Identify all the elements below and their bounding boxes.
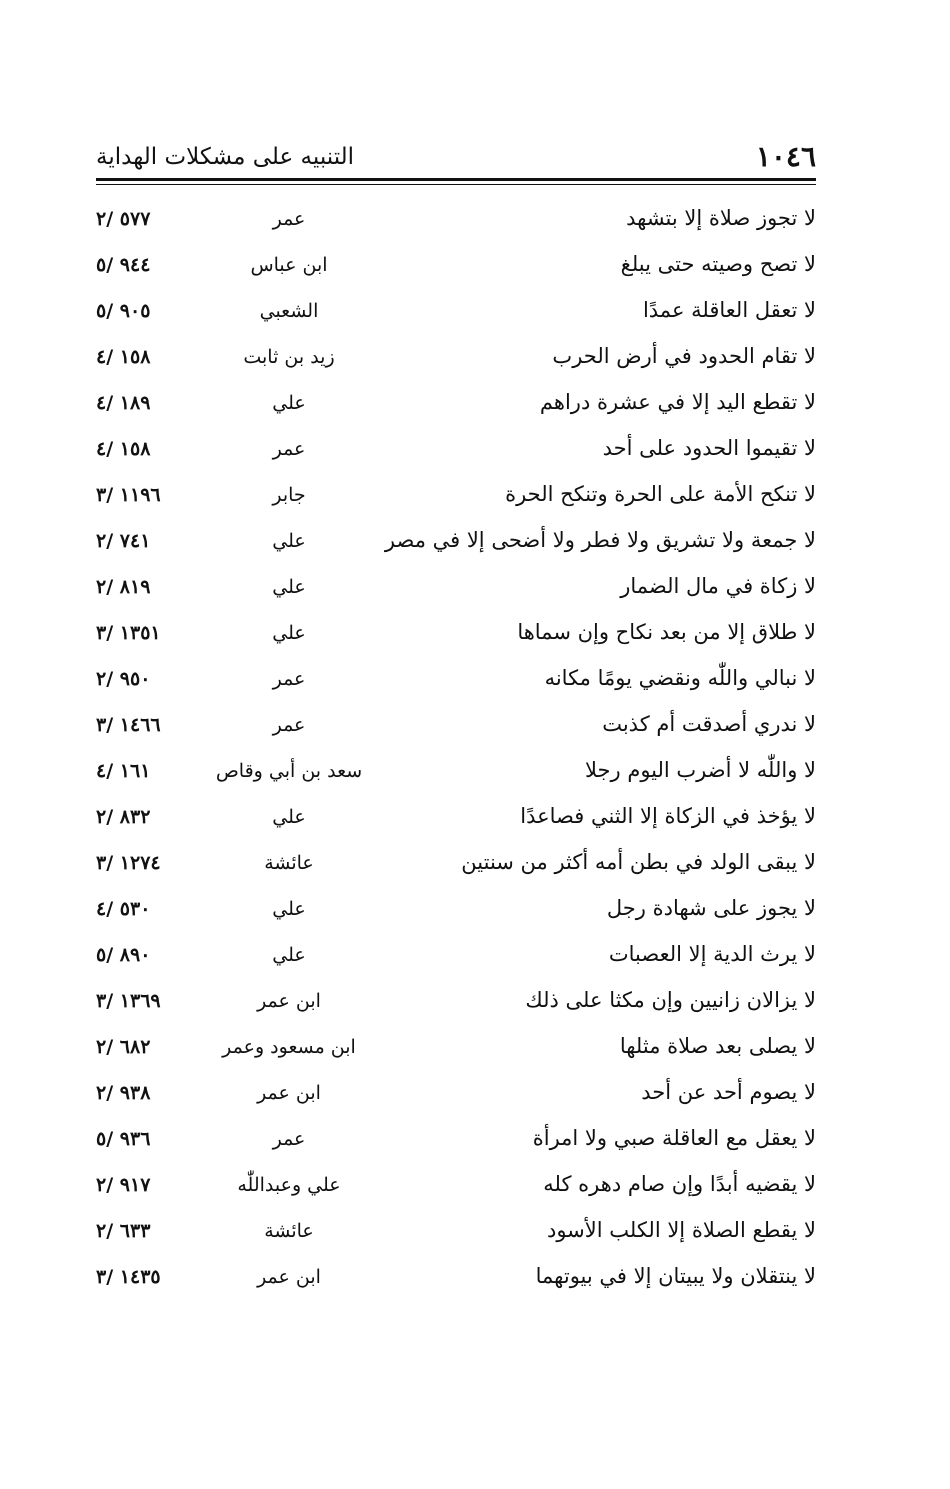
entry-reference: ٧٤١ /٢ [96,530,151,552]
entry-narrator: علي [272,576,306,598]
entry-text: لا يجوز على شهادة رجل [606,896,816,920]
index-entry [96,850,816,896]
index-entry [96,1034,816,1080]
entry-text: لا زكاة في مال الضمار [620,574,816,598]
entry-text: لا ينتقلان ولا يبيتان إلا في بيوتهما [535,1264,816,1288]
entry-text: لا يرث الدية إلا العصبات [608,942,816,966]
entry-text: لا تقيموا الحدود على أحد [602,436,816,460]
index-entry [96,1218,816,1264]
entry-text: لا نبالي واللّٰه ونقضي يومًا مكانه [544,666,816,690]
entry-text: لا تقام الحدود في أرض الحرب [552,344,816,368]
index-entries [96,206,816,1310]
index-entry [96,942,816,988]
entry-narrator: ابن عباس [250,254,328,276]
entry-narrator: عمر [272,714,306,736]
index-entry [96,804,816,850]
index-entry [96,896,816,942]
entry-narrator: علي [272,392,306,414]
entry-narrator: ابن عمر [257,990,321,1012]
entry-narrator: عمر [272,1128,306,1150]
entry-narrator: علي وعبداللّٰه [237,1174,341,1196]
entry-text: لا يؤخذ في الزكاة إلا الثني فصاعدًا [520,804,816,828]
index-entry [96,712,816,758]
entry-text: لا تجوز صلاة إلا بتشهد [626,206,816,230]
index-entry [96,620,816,666]
entry-reference: ٩٣٨ /٢ [96,1082,151,1104]
index-entry [96,436,816,482]
entry-text: لا تعقل العاقلة عمدًا [642,298,816,322]
entry-reference: ٨٩٠ /٥ [96,944,151,966]
entry-text: لا واللّٰه لا أضرب اليوم رجلا [584,758,816,782]
entry-reference: ٥٣٠ /٤ [96,898,151,920]
entry-reference: ٦٨٢ /٢ [96,1036,151,1058]
entry-narrator: علي [272,530,306,552]
entry-narrator: ابن مسعود وعمر [222,1036,356,1058]
entry-text: لا يصوم أحد عن أحد [641,1080,816,1104]
entry-reference: ١٥٨ /٤ [96,346,151,368]
page-number: ١٠٤٦ [755,140,816,173]
entry-text: لا يزالان زانيين وإن مكثا على ذلك [525,988,816,1012]
entry-reference: ٨١٩ /٢ [96,576,151,598]
entry-reference: ٩٥٠ /٢ [96,668,151,690]
entry-narrator: عائشة [264,852,314,874]
entry-reference: ١٢٧٤ /٣ [96,852,161,874]
entry-text: لا طلاق إلا من بعد نكاح وإن سماها [517,620,816,644]
entry-narrator: عمر [272,438,306,460]
index-entry [96,206,816,252]
entry-narrator: علي [272,806,306,828]
entry-text: لا يقضيه أبدًا وإن صام دهره كله [543,1172,816,1196]
entry-narrator: عمر [272,668,306,690]
index-entry [96,1080,816,1126]
entry-reference: ١٣٦٩ /٣ [96,990,161,1012]
index-entry [96,574,816,620]
entry-narrator: ابن عمر [257,1082,321,1104]
index-entry [96,390,816,436]
entry-text: لا ندري أصدقت أم كذبت [602,712,816,736]
index-entry [96,298,816,344]
entry-narrator: الشعبي [259,300,319,322]
entry-narrator: زيد بن ثابت [243,346,335,368]
entry-reference: ١٤٦٦ /٣ [96,714,161,736]
entry-text: لا يصلى بعد صلاة مثلها [619,1034,816,1058]
index-entry [96,344,816,390]
entry-reference: ٩٠٥ /٥ [96,300,151,322]
index-entry [96,666,816,712]
entry-narrator: عمر [272,208,306,230]
index-entry [96,1172,816,1218]
entry-reference: ٨٣٢ /٢ [96,806,151,828]
entry-reference: ٩٣٦ /٥ [96,1128,151,1150]
entry-narrator: علي [272,622,306,644]
header-rule-thick [96,178,816,181]
entry-narrator: جابر [272,484,306,506]
entry-reference: ٦٣٣ /٢ [96,1220,151,1242]
entry-reference: ١٥٨ /٤ [96,438,151,460]
entry-reference: ١٨٩ /٤ [96,392,151,414]
index-entry [96,528,816,574]
entry-reference: ٩١٧ /٢ [96,1174,151,1196]
entry-reference: ١٦١ /٤ [96,760,151,782]
header-rule-thin [96,184,816,185]
index-entry [96,758,816,804]
index-entry [96,1126,816,1172]
index-entry [96,482,816,528]
entry-reference: ٥٧٧ /٢ [96,208,151,230]
entry-narrator: سعد بن أبي وقاص [215,760,363,782]
entry-narrator: علي [272,898,306,920]
book-title: التنبيه على مشكلات الهداية [96,144,355,170]
index-entry [96,1264,816,1310]
entry-text: لا يقطع الصلاة إلا الكلب الأسود [546,1218,816,1242]
entry-narrator: عائشة [264,1220,314,1242]
index-entry [96,988,816,1034]
entry-reference: ١٤٣٥ /٣ [96,1266,161,1288]
entry-reference: ١١٩٦ /٣ [96,484,161,506]
running-header [96,140,816,180]
index-entry [96,252,816,298]
entry-text: لا تنكح الأمة على الحرة وتنكح الحرة [505,482,816,506]
entry-narrator: ابن عمر [257,1266,321,1288]
entry-text: لا تصح وصيته حتى يبلغ [620,252,816,276]
entry-text: لا يبقى الولد في بطن أمه أكثر من سنتين [461,850,816,874]
entry-narrator: علي [272,944,306,966]
entry-text: لا يعقل مع العاقلة صبي ولا امرأة [532,1126,816,1150]
entry-text: لا تقطع اليد إلا في عشرة دراهم [539,390,816,414]
entry-reference: ١٣٥١ /٣ [96,622,161,644]
entry-text: لا جمعة ولا تشريق ولا فطر ولا أضحى إلا في مصر [384,528,816,552]
entry-reference: ٩٤٤ /٥ [96,254,151,276]
